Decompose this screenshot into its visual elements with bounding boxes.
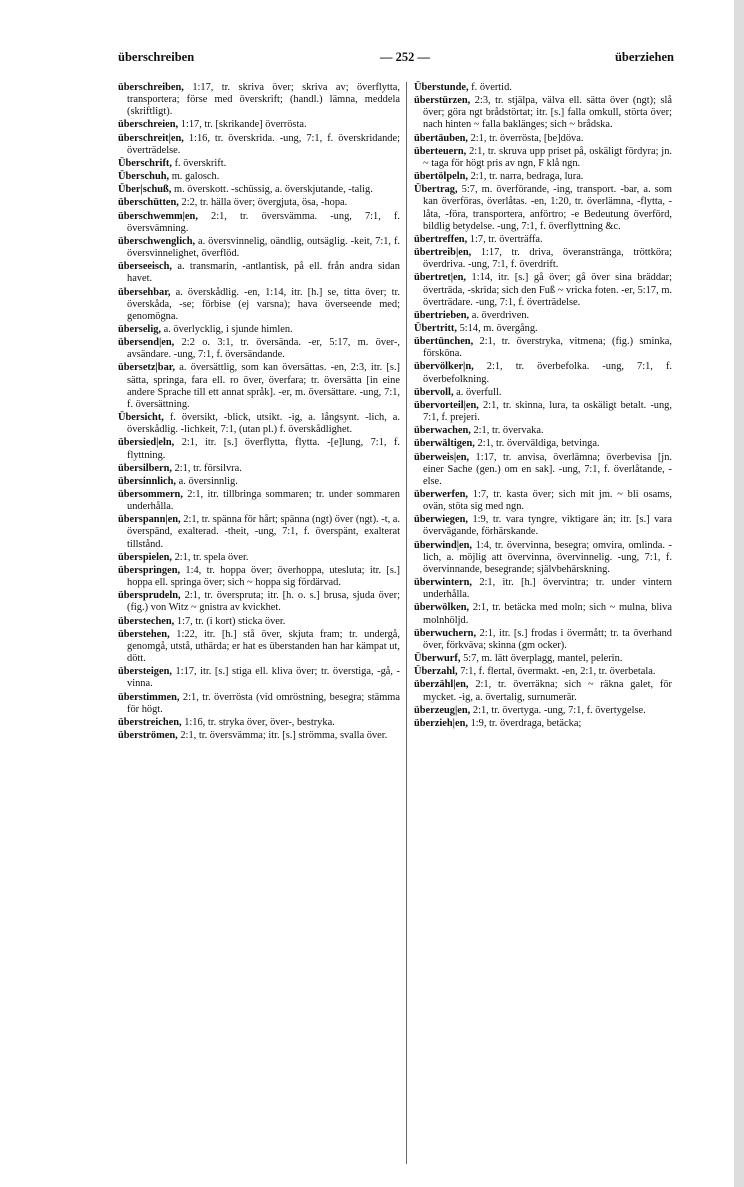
entry-headword: überstehen,: [118, 628, 170, 640]
dictionary-entry: [118, 489, 400, 513]
entry-definition: 2:1, tr. överspruta; itr. [h. o. s.] brusa, sjuda över; (fig.) von Witz ~ gnistra av kvickhet.: [127, 590, 400, 614]
entry-headword: übersetz|bar,: [118, 362, 176, 374]
dictionary-entry: [414, 666, 672, 678]
entry-headword: Überschrift,: [118, 157, 172, 169]
entry-headword: übervölker|n,: [414, 361, 474, 373]
dictionary-entry: [414, 146, 672, 170]
dictionary-entry: [118, 616, 400, 628]
entry-headword: überselig,: [118, 323, 162, 335]
entry-definition: 2:1, tr. skinna, lura, ta oskäligt betalt. -ung, 7:1, f. prejeri.: [423, 399, 672, 424]
dictionary-entry: [414, 705, 672, 717]
entry-definition: 2:1, tr. överräkna; sich ~ räkna galet, för mycket. -ig, a. övertalig, surnumerär.: [423, 679, 672, 703]
entry-headword: übersehbar,: [118, 286, 171, 298]
entry-headword: überwachen,: [414, 425, 471, 437]
entry-definition: 1:22, itr. [h.] stå över, skjuta fram; tr. undergå, genomgå, utstå, uthärda; er hat es überstanden han har kämpat ut, dött.: [127, 628, 400, 665]
entry-definition: 5:7, m. överförande, -ing, transport. -bar, a. som kan överföras, överlåtas. -en, 1:20, tr. överlämna, -flytta, -låta, -föra, transportera, anförtro; -e Bedeutung överförd, bildlig betydelse. -ung, 7:1, f. överflyttning &c.: [423, 184, 672, 232]
page-number: — 252 —: [380, 50, 430, 64]
entry-headword: Übertrag,: [414, 184, 458, 196]
running-head-right: überziehen: [614, 50, 674, 64]
dictionary-entry: [118, 666, 400, 690]
entry-definition: 1:17, tr. skriva över; skriva av; överflytta, transportera; förse med överskrift; (handl.) lämna, meddela (skriftligt).: [127, 82, 400, 118]
entry-definition: 2:2, tr. hälla över; övergjuta, ösa, -hopa.: [181, 197, 348, 209]
dictionary-entry: [118, 197, 400, 209]
entry-headword: überstechen,: [118, 615, 175, 627]
dictionary-entry: [118, 514, 400, 550]
right-column: [414, 82, 672, 731]
dictionary-entry: [414, 514, 672, 538]
entry-definition: m. överskott. -schüssig, a. överskjutande, -talig.: [174, 184, 373, 196]
dictionary-entry: [414, 310, 672, 322]
dictionary-entry: [118, 158, 400, 170]
entry-definition: 1:17, tr. driva, överansträngа, tröttköra; överdriva. -ung, 7:1, f. överdrift.: [423, 247, 672, 271]
entry-headword: überspann|en,: [118, 514, 181, 526]
entry-headword: übertünchen,: [414, 336, 474, 348]
dictionary-entry: [414, 234, 672, 246]
dictionary-entry: [414, 95, 672, 131]
entry-definition: 2:1, tr. övertyga. -ung, 7:1, f. övertygelse.: [472, 704, 646, 716]
entry-definition: 1:4, tr. övervinna, besegra; omvira, omlinda. -lich, a. möjlig att övervinna, övervinnelig. -ung, 7:1, f. övervinnande, besegrande; självbehärskning.: [423, 539, 672, 575]
dictionary-entry: [414, 679, 672, 703]
dictionary-entry: [118, 590, 400, 614]
dictionary-entry: [414, 133, 672, 145]
dictionary-entry: [414, 387, 672, 399]
dictionary-entry: [118, 730, 400, 742]
entry-definition: 1:9, tr. vara tyngre, viktigare än; itr. [s.] vara övervägande, förhärskande.: [423, 514, 672, 538]
entry-headword: Übersicht,: [118, 412, 164, 424]
page-edge: [734, 0, 744, 1187]
dictionary-entry: [414, 361, 672, 385]
dictionary-entry: [118, 565, 400, 589]
left-column: [118, 82, 400, 743]
entry-definition: 2:1, itr. [h.] övervintra; tr. under vintern underhålla.: [423, 577, 672, 601]
entry-definition: a. översättlig, som kan översättas. -en, 2:3, itr. [s.] sätta, springa, fara ell. ro över, överfara; tr. översätta [in eine andere Sprache till ett annat språk]. -er, m. översättare. -ung, 7:1, f. översättning.: [127, 362, 400, 410]
entry-definition: 2:1, tr. överbefolka. -ung, 7:1, f. överbefolkning.: [423, 361, 672, 385]
column-divider: [406, 82, 407, 1164]
entry-headword: überwerfen,: [414, 489, 468, 500]
dictionary-entry: [414, 82, 672, 94]
entry-headword: übersied|eln,: [118, 437, 175, 449]
running-head-left: überschreiben: [118, 50, 195, 64]
entry-headword: übersommern,: [118, 489, 183, 500]
dictionary-entry: [118, 629, 400, 665]
dictionary-entry: [414, 323, 672, 335]
entry-definition: f. överskrift.: [174, 157, 227, 169]
entry-headword: überspielen,: [118, 551, 172, 563]
entry-headword: überschreit|en,: [118, 132, 184, 144]
dictionary-entry: [118, 133, 400, 157]
entry-definition: 2:1, tr. övervaka.: [473, 425, 544, 437]
entry-headword: übertret|en,: [414, 272, 467, 284]
entry-definition: 2:1, itr. [s.] överflytta, flytta. -[e]lung, 7:1, f. flyttning.: [127, 437, 400, 461]
dictionary-entry: [118, 552, 400, 564]
dictionary-entry: [414, 425, 672, 437]
entry-definition: a. överskådlig. -en, 1:14, itr. [h.] se, titta över; tr. överskåda, -se; förbise (ej varsna); hava överseende med; genomögna.: [127, 286, 400, 322]
dictionary-entry: [118, 362, 400, 411]
entry-headword: übervoll,: [414, 386, 454, 398]
entry-headword: überstimmen,: [118, 691, 180, 703]
dictionary-entry: [118, 337, 400, 361]
entry-definition: 2:1, tr. överrösta (vid omröstning, besegra; stämma för högt.: [127, 691, 400, 715]
entry-headword: überschwenglich,: [118, 235, 196, 247]
entry-definition: 1:9, tr. överdraga, betäcka;: [470, 717, 582, 729]
entry-definition: 2:1, tr. skruva upp priset på, oskäligt fördyra; jn. ~ taga för högt pris av ngn, F klå ngn.: [423, 145, 672, 169]
entry-headword: überwuchern,: [414, 627, 477, 639]
entry-definition: 1:7, tr. kasta över; sich mit jm. ~ bli osams, ovän, stöta sig med ngn.: [423, 489, 672, 513]
dictionary-entry: [118, 287, 400, 323]
entry-headword: überwintern,: [414, 577, 473, 589]
dictionary-entry: [414, 171, 672, 183]
entry-definition: a. översvinnelig, oändlig, outsäglig. -keit, 7:1, f. översvinnelighet, överflöd.: [127, 235, 400, 260]
dictionary-entry: [414, 602, 672, 626]
entry-definition: 1:16, tr. överskrida. -ung, 7:1, f. överskridande; överträdelse.: [127, 132, 400, 156]
entry-definition: 2:1, tr. överväldiga, betvinga.: [477, 438, 600, 450]
entry-definition: a. översinnlig.: [178, 475, 238, 487]
entry-headword: Überstunde,: [414, 82, 469, 93]
entry-definition: a. överlycklig, i sjunde himlen.: [163, 323, 293, 335]
entry-headword: überwiegen,: [414, 514, 468, 526]
entry-definition: 1:17, tr. anvisa, överlämna; överbevisa [jn. einer Sache (gen.) om en sak]. -ung, 7:1, f. överlåtande, -else.: [423, 451, 672, 487]
entry-headword: überwältigen,: [414, 438, 475, 450]
entry-headword: überzieh|en,: [414, 717, 468, 729]
entry-definition: 2:1, tr. överrösta, [be]döva.: [470, 132, 584, 144]
entry-headword: übersend|en,: [118, 337, 175, 349]
entry-headword: übersteigen,: [118, 666, 172, 678]
entry-definition: 2:1, tr. försilvra.: [174, 462, 242, 474]
entry-headword: überschütten,: [118, 197, 179, 209]
entry-headword: überstürzen,: [414, 95, 471, 107]
dictionary-entry: [118, 717, 400, 729]
entry-definition: 5:14, m. övergång.: [459, 322, 538, 334]
entry-definition: f. översikt, -blick, utsikt. -ig, a. långsynt. -lich, a. överskådlig. -lichkeit, 7:1, (utan pl.) f. överskådlighet.: [127, 412, 400, 436]
entry-headword: überzähl|en,: [414, 679, 469, 691]
dictionary-entry: [414, 400, 672, 424]
entry-headword: überschwemm|en,: [118, 210, 198, 222]
entry-definition: 7:1, f. flertal, övermakt. -en, 2:1, tr. överbetala.: [460, 666, 656, 678]
entry-definition: 1:16, tr. stryka över, över-, bestryka.: [184, 716, 335, 728]
dictionary-entry: [118, 119, 400, 131]
dictionary-entry: [118, 184, 400, 196]
entry-headword: übervorteil|en,: [414, 399, 479, 411]
entry-headword: übertreib|en,: [414, 247, 472, 259]
entry-definition: a. överdriven.: [471, 309, 530, 321]
dictionary-entry: [414, 452, 672, 488]
dictionary-entry: [414, 272, 672, 308]
entry-definition: 1:17, itr. [s.] stiga ell. kliva över; tr. överstiga, -gå, -vinna.: [127, 666, 400, 690]
entry-definition: 2:1, tr. spela över.: [174, 551, 249, 563]
entry-headword: Über|schuß,: [118, 184, 172, 196]
entry-definition: f. övertid.: [471, 82, 512, 93]
dictionary-entry: [118, 261, 400, 285]
entry-definition: a. transmarin, -antlantisk, på ell. från andra sidan havet.: [127, 261, 400, 285]
entry-definition: 1:4, tr. hoppa över; överhoppa, utesluta; itr. [s.] hoppa ell. springa över; sich ~ hoppa sig fördärvad.: [127, 564, 400, 589]
entry-headword: überschreien,: [118, 119, 179, 131]
entry-headword: überweis|en,: [414, 451, 470, 463]
dictionary-entry: [414, 247, 672, 271]
entry-headword: übertreffen,: [414, 233, 468, 245]
dictionary-entry: [118, 324, 400, 336]
entry-headword: Überzahl,: [414, 666, 458, 678]
entry-headword: übersinnlich,: [118, 475, 177, 487]
dictionary-entry: [118, 437, 400, 461]
dictionary-entry: [118, 211, 400, 235]
dictionary-entry: [414, 540, 672, 576]
entry-definition: 2:1, itr. tillbringa sommaren; tr. under sommaren underhålla.: [127, 489, 400, 513]
dictionary-entry: [118, 82, 400, 118]
entry-definition: 2:1, itr. [s.] frodas i övermått; tr. ta överhand över, förkväva; skinna (gm ocker).: [423, 627, 672, 651]
entry-definition: 2:1, tr. översvämma; itr. [s.] strömma, svalla över.: [180, 729, 388, 741]
entry-definition: 1:14, itr. [s.] gå över; gå över sina bräddar; överträda, -skrida; sich den Fuß ~ vricka foten. -er, 5:17, m. överträdare. -ung, 7:1, f. överträdelse.: [423, 272, 672, 308]
dictionary-entry: [118, 412, 400, 436]
entry-definition: 5:7, m. lätt överplagg, mantel, pelerin.: [463, 653, 623, 665]
dictionary-entry: [414, 577, 672, 601]
dictionary-entry: [414, 336, 672, 360]
entry-headword: Überschuh,: [118, 171, 170, 183]
dictionary-entry: [414, 628, 672, 652]
entry-headword: überschreiben,: [118, 82, 184, 93]
dictionary-entry: [118, 692, 400, 716]
entry-headword: Überwurf,: [414, 653, 461, 665]
dictionary-entry: [414, 653, 672, 665]
entry-definition: 2:1, tr. överstryka, vitmena; (fig.) sminka, försköna.: [423, 336, 673, 360]
entry-headword: überteuern,: [414, 145, 467, 157]
entry-headword: überwind|en,: [414, 539, 473, 551]
entry-headword: übersilbern,: [118, 462, 172, 474]
entry-headword: Übertritt,: [414, 322, 457, 334]
entry-definition: 1:7, tr. (i kort) sticka över.: [176, 615, 286, 627]
entry-definition: 2:2 o. 3:1, tr. översända. -er, 5:17, m. över-, avsändare. -ung, 7:1, f. översändande.: [127, 337, 400, 361]
entry-headword: überströmen,: [118, 729, 178, 741]
entry-headword: überwölken,: [414, 602, 470, 614]
entry-headword: überspringen,: [118, 564, 181, 576]
entry-definition: a. överfull.: [456, 386, 502, 398]
dictionary-entry: [414, 718, 672, 730]
entry-definition: 2:1, tr. betäcka med moln; sich ~ mulna, bliva molnhöljd.: [423, 602, 672, 626]
entry-headword: überseeisch,: [118, 261, 172, 273]
entry-definition: 2:3, tr. stjälpa, välva ell. sätta över (ngt); slå över; göra ngt brådstörtat; itr. [s.] falla omkull, störta över; nach hinten ~ falla baklänges; sich ~ brådska.: [423, 95, 672, 131]
dictionary-entry: [414, 489, 672, 513]
entry-headword: überzeug|en,: [414, 704, 471, 716]
dictionary-entry: [414, 438, 672, 450]
running-head: [118, 50, 674, 72]
entry-headword: überstreichen,: [118, 716, 182, 728]
entry-headword: übertäuben,: [414, 132, 468, 144]
dictionary-entry: [118, 171, 400, 183]
entry-definition: 1:17, tr. [skrikande] överrösta.: [180, 119, 307, 131]
dictionary-entry: [118, 236, 400, 260]
entry-headword: übertölpeln,: [414, 171, 468, 183]
entry-definition: 2:1, tr. spänna för hårt; spänna (ngt) över (ngt). -t, a. överspänd, exalterad. -theit, -ung, 7:1, f. överspänt, exalterat tillstånd.: [127, 514, 400, 550]
entry-definition: m. galosch.: [171, 171, 220, 183]
dictionary-entry: [118, 476, 400, 488]
dictionary-entry: [414, 184, 672, 233]
entry-definition: 1:7, tr. överträffa.: [469, 233, 543, 245]
entry-definition: 2:1, tr. narra, bedraga, lura.: [470, 171, 584, 183]
dictionary-entry: [118, 463, 400, 475]
entry-definition: 2:1, tr. översvämma. -ung, 7:1, f. översvämning.: [127, 210, 400, 234]
entry-headword: übertrieben,: [414, 309, 470, 321]
entry-headword: übersprudeln,: [118, 590, 181, 602]
